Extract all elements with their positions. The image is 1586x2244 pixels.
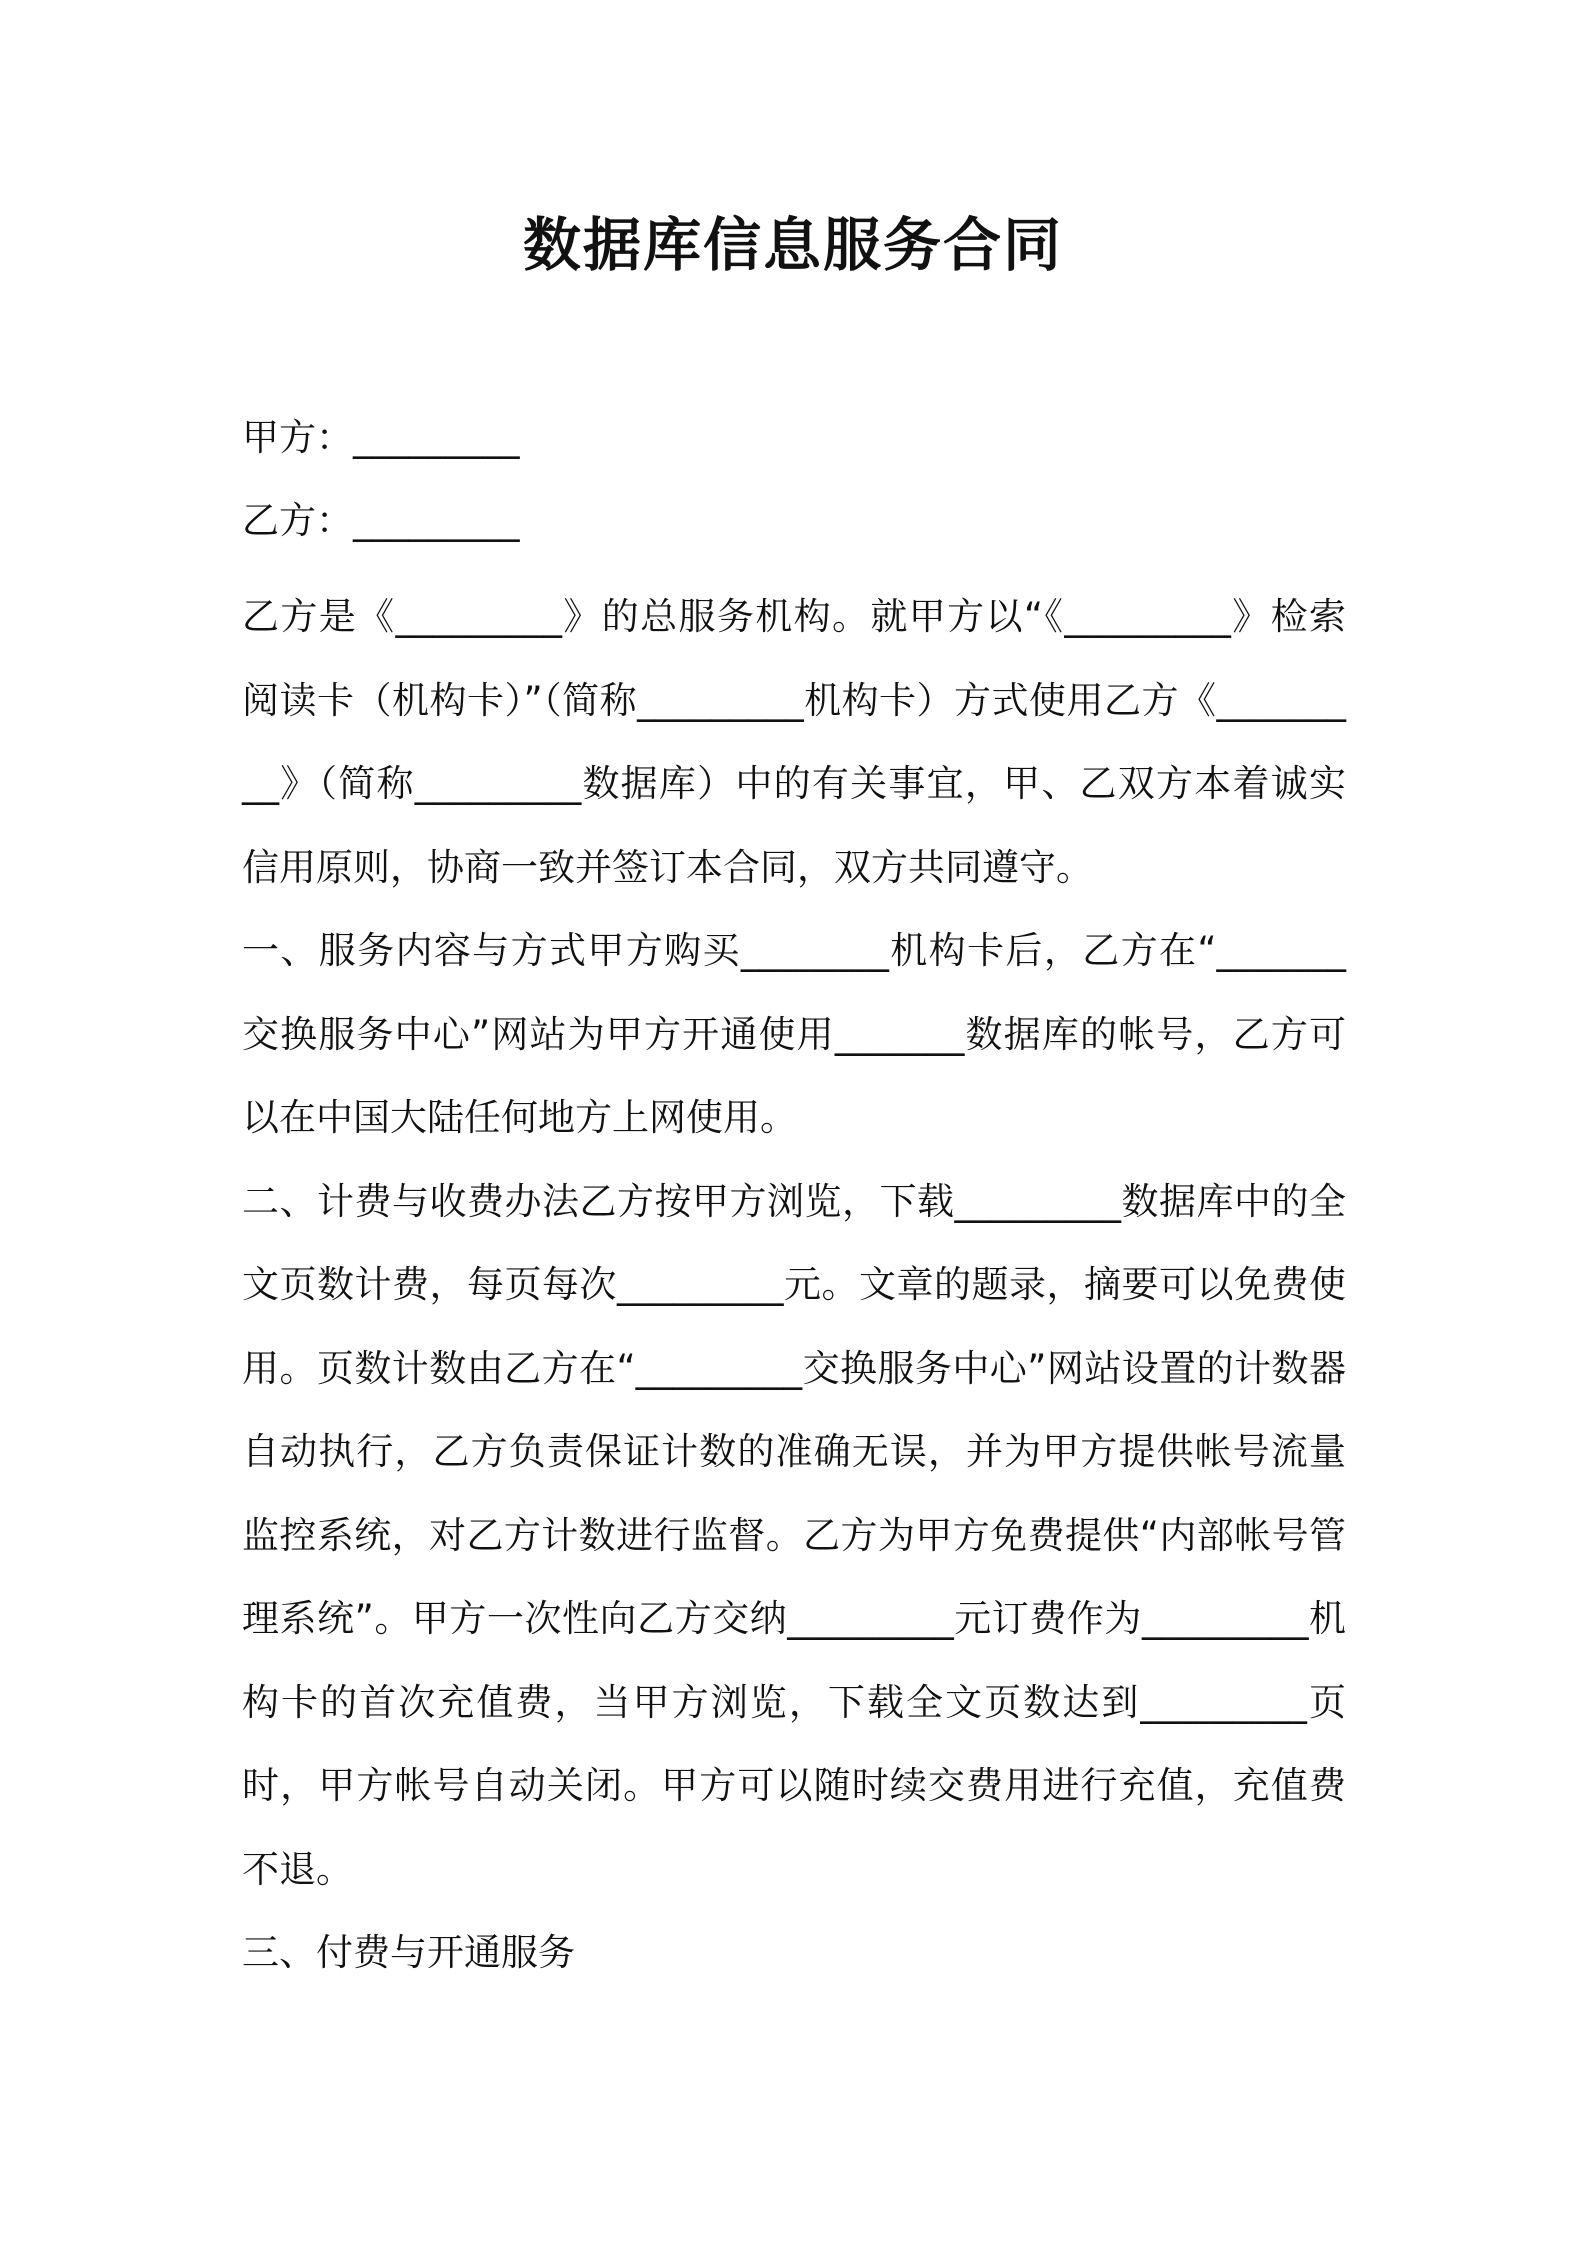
section-3-heading: 三、付费与开通服务 xyxy=(242,1931,575,1974)
party-b-line: 乙方：_________ xyxy=(242,499,520,542)
intro-paragraph: 乙方是《_________》的总服务机构。就甲方以“《_________》检索阅读卡（机构卡）”（简称_________机构卡）方式使用乙方《_________》（简称_________数据库）中的有关事宜，甲、乙双方本着诚实信用原则，协商一致并签订本合同，双方共同遵守。 xyxy=(242,595,1346,889)
party-a-line: 甲方：_________ xyxy=(242,416,520,459)
document-title: 数据库信息服务合同 xyxy=(522,211,1063,279)
contract-body xyxy=(242,575,1346,1995)
section-1-paragraph: 一、服务内容与方式甲方购买________机构卡后，乙方在“_______交换服务中心”网站为甲方开通使用_______数据库的帐号，乙方可以在中国大陆任何地方上网使用。 xyxy=(242,929,1346,1139)
section-2-paragraph: 二、计费与收费办法乙方按甲方浏览，下载_________数据库中的全文页数计费，每页每次_________元。文章的题录，摘要可以免费使用。页数计数由乙方在“_________交换服务中心”网站设置的计数器自动执行，乙方负责保证计数的准确无误，并为甲方提供帐号流量监控系统，对乙方计数进行监督。乙方为甲方免费提供“内部帐号管理系统”。甲方一次性向乙方交纳_________元订费作为_________机构卡的首次充值费，当甲方浏览，下载全文页数达到_________页时，甲方帐号自动关闭。甲方可以随时续交费用进行充值，充值费不退。 xyxy=(242,1179,1346,1891)
